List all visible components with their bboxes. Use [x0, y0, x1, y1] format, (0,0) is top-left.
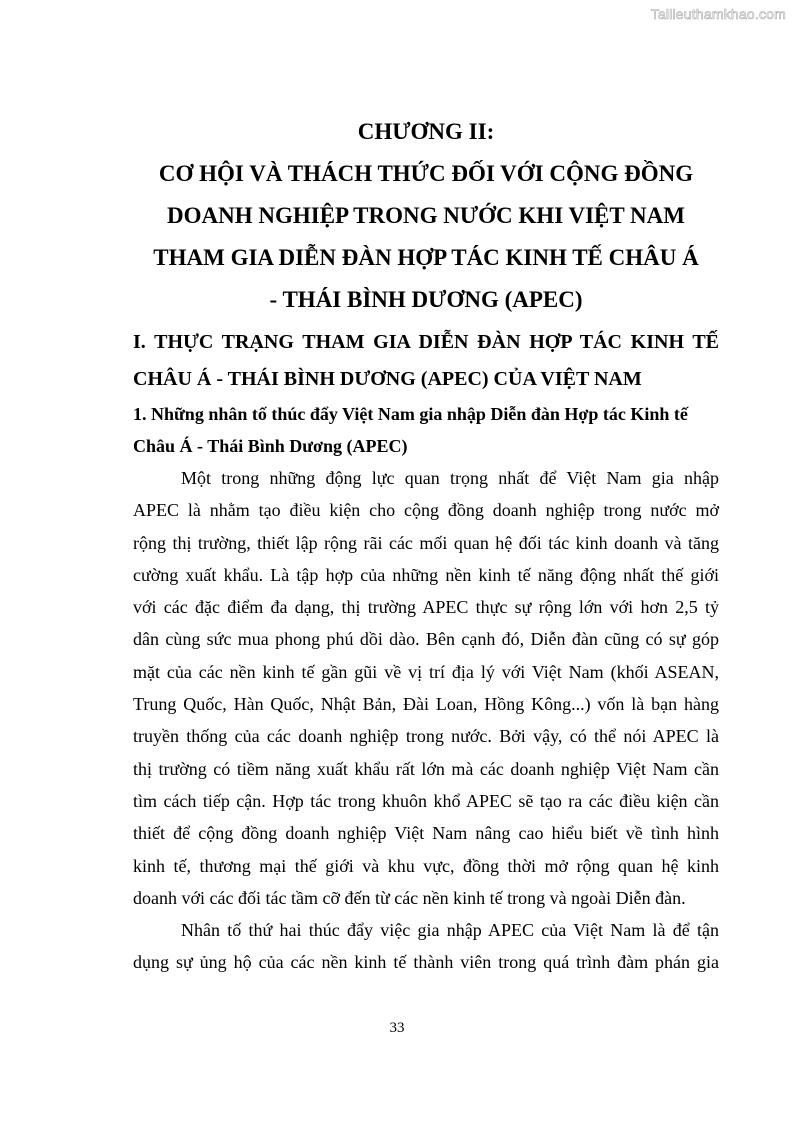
page-number: 33 — [389, 1020, 405, 1036]
paragraph-line: truyền thống của các doanh nghiệp trong nước. Bởi vậy, có thể nói APEC là — [133, 726, 719, 747]
paragraph-line: rộng thị trường, thiết lập rộng rãi các mối quan hệ đối tác kinh doanh và tăng — [133, 532, 719, 553]
subsection-heading-line: Châu Á - Thái Bình Dương (APEC) — [133, 436, 408, 456]
watermark: Tailieuthamkhao.com — [650, 6, 786, 22]
paragraph-line: Một trong những động lực quan trọng nhất để Việt Nam gia nhập — [181, 468, 719, 488]
chapter-title-line: DOANH NGHIỆP TRONG NƯỚC KHI VIỆT NAM — [167, 203, 685, 228]
paragraph-2 — [133, 914, 719, 979]
subsection-heading — [133, 398, 719, 462]
paragraph-line: thị trường có tiềm năng xuất khẩu rất lớn mà các doanh nghiệp Việt Nam cần — [133, 758, 719, 779]
paragraph-line: dân cùng sức mua phong phú dồi dào. Bên cạnh đó, Diễn đàn cũng có sự góp — [133, 629, 719, 650]
chapter-heading — [133, 0, 719, 321]
section-heading-line: I. THỰC TRẠNG THAM GIA DIỄN ĐÀN HỢP TÁC KINH TẾ — [133, 331, 719, 353]
chapter-title-line: - THÁI BÌNH DƯƠNG (APEC) — [269, 287, 583, 312]
paragraph-line: thiết để cộng đồng doanh nghiệp Việt Nam nâng cao hiểu biết về tình hình — [133, 823, 719, 844]
paragraph-line: dụng sự ủng hộ của các nền kinh tế thành viên trong quá trình đàm phán gia — [133, 952, 719, 973]
chapter-title-line: THAM GIA DIỄN ĐÀN HỢP TÁC KINH TẾ CHÂU Á — [153, 245, 699, 270]
paragraph-line: tìm cách tiếp cận. Hợp tác trong khuôn khổ APEC sẽ tạo ra các điều kiện cần — [133, 790, 719, 811]
paragraph-line: cường xuất khẩu. Là tập hợp của những nền kinh tế năng động nhất thế giới — [133, 564, 719, 585]
paragraph-line: APEC là nhằm tạo điều kiện cho cộng đồng doanh nghiệp trong nước mở — [133, 500, 719, 521]
document-page — [133, 0, 719, 979]
subsection-heading-line: 1. Những nhân tố thúc đẩy Việt Nam gia nhập Diễn đàn Hợp tác Kinh tế — [133, 404, 688, 424]
paragraph-line: Nhân tố thứ hai thúc đẩy việc gia nhập APEC của Việt Nam là để tận — [181, 920, 719, 941]
paragraph-line: kinh tế, thương mại thế giới và khu vực, đồng thời mở rộng quan hệ kinh — [133, 855, 719, 876]
paragraph-line: với các đặc điểm đa dạng, thị trường APEC thực sự rộng lớn với hơn 2,5 tỷ — [133, 597, 719, 618]
paragraph-line: doanh với các đối tác tầm cỡ đến từ các nền kinh tế trong và ngoài Diễn đàn. — [133, 887, 686, 908]
chapter-label: CHƯƠNG II: — [357, 119, 495, 144]
paragraph-line: Trung Quốc, Hàn Quốc, Nhật Bản, Đài Loan, Hồng Kông...) vốn là bạn hàng — [133, 694, 719, 715]
section-heading-line: CHÂU Á - THÁI BÌNH DƯƠNG (APEC) CỦA VIỆT NAM — [133, 368, 642, 390]
paragraph-1 — [133, 462, 719, 914]
chapter-title-line: CƠ HỘI VÀ THÁCH THỨC ĐỐI VỚI CỘNG ĐỒNG — [158, 161, 694, 186]
paragraph-line: mặt của các nền kinh tế gần gũi về vị trí địa lý với Việt Nam (khối ASEAN, — [133, 661, 719, 682]
section-heading — [133, 324, 719, 398]
